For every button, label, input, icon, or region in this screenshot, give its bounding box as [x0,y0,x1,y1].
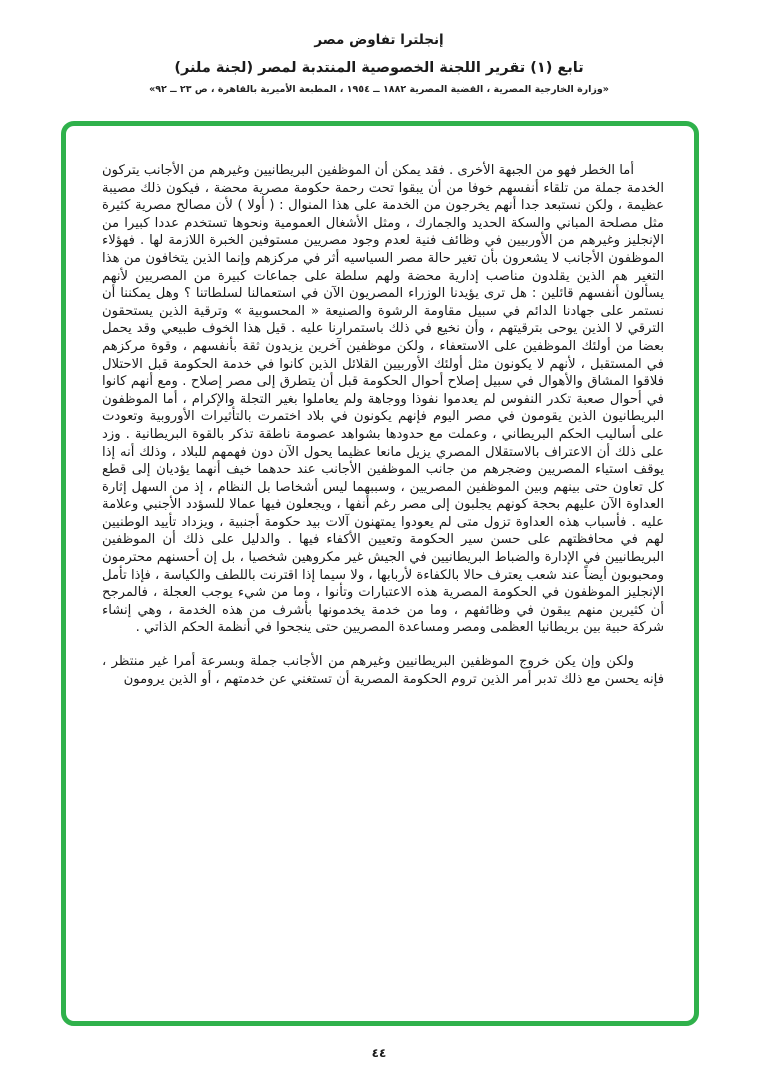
document-title: إنجلترا تفاوض مصر [314,32,444,48]
page-header [0,0,758,95]
document-text-area [66,126,694,722]
body-paragraph-2: ولكن وإن يكن خروج الموظفين البريطانيين وغيرهم من الأجانب جملة وبسرعة أمرا غير منتظر ، فإنه يحسن مع ذلك تدبر أمر الذين تروم الحكومة المصرية أن تستغني عن خدمتهم ، أو الذين يرومون [102,654,664,687]
body-paragraph-1: أما الخطر فهو من الجبهة الأخرى . فقد يمكن أن الموظفين البريطانيين وغيرهم من الأجانب يتركون الخدمة جملة من تلقاء أنفسهم خوفا من أن يبقوا تحت رحمة حكومة مصرية محضة ، فيكون ذلك مصيبة عظيمة ، ولكن نستبعد جدا أنهم يخرجون من الخدمة على هذا المنوال : ( أولا ) لأن مصالح مصرية كثيرة مثل مصلحة المباني والسكة الحديد والجمارك ، ومثل الأشغال العمومية ونحوها تستخدم عددا كبيرا من الإنجليز وغيرهم من الأوربيين في وظائف فنية لعدم وجود مصريين مستوفين الخبرة اللازمة لها . فهؤلاء الموظفون الأجانب لا يشعرون بأن تغير حالة مصر السياسيه أثر في مركزهم وإنما الذين يتخافون من هذا التغير هم الذين يقلدون مناصب إدارية محضة ولهم سلطة على جماعات كبيرة من المصريين لأنهم يسألون أنفسهم قائلين : هل ترى يؤيدنا الوزراء المصريون الآن في استعمالنا لسلطاتنا ؟ وهل يمكننا أن نستمر على جهادنا الدائم في سبيل مقاومة الرشوة والصنيعة « المحسوبية » وترقية الذين يستحقون الترقي لا الذين يوحى بترقيتهم ، وأن نخيع في ذلك باستمرارنا عليه . قيل هذا الخوف طبيعي وقد يحمل بعضا من أولئك الموظفين على الاستعفاء ، ولكن موظفين آخرين يزيدون ثقة بأنفسهم ، وقوة مركزهم في المستقبل ، لأنهم لا يكونون مثل أولئك الأوربيين القلائل الذين كانوا في خدمة الحكومة قبل الاحتلال فلاقوا المشاق والأهوال في سبيل إصلاح أحوال الحكومة قبل أن يتطرق إلى مصر إصلاح . ومع أنهم كانوا في أحوال صعبة تكدر النفوس لم يعدموا نفوذا ووجاهة ولم يعاملوا بغير التجلة والإكرام ، أما الموظفون البريطانيون الذين يقومون في مصر اليوم فإنهم يكونون في بلاد اختمرت بالتأثيرات الأوروبية وتعودت على أساليب الحكم البريطاني ، وعملت مع حدودها بشواهد عصومة ناطقة تذكر بالقوة البريطانية . وزد على ذلك أن الاعتراف بالاستقلال المصري يزيل مانعا عظيما يحول الآن دون فهمهم للبلاد ، وذلك أنه إذا يوقف استياء المصريين وضجرهم من جانب الموظفين الأجانب عند حدهما خيف أنهما يؤديان إلى قطع كل تعاون حتى بينهم وبين الموظفين المصريين ، وسببهما ليس أشخاصا بل النظام ، إذ من السهل إثارة العداوة الآن عليهم بحجة كونهم يجلبون إلى مصر رغم أنفها ، ويجعلون فيها عمالا للسؤدد الأجنبي وعلامة عليه . فأسباب هذه العداوة تزول متى لم يعودوا يمتهنون آلات بيد حكومة أجنبية ، ويزداد تأييد الوطنيين لهم في محافظتهم على حسن سير الحكومة وتعيين الأكفاء فيها . والدليل على ذلك أن الموظفين البريطانيين في الإدارة والضباط البريطانيين في الجيش غير مكروهين شخصيا ، بل إن أحسنهم محترمون ومحبوبون أيضاً عند شعب يعترف حالا بالكفاءة لأربابها ، ولا سيما إذا اقترنت باللطف والكياسة ، فإذا تأمل الإنجليز الموظفون في الحكومة المصرية هذه الاعتبارات وتأنوا ، وما من شيء يوجب العجلة ، فالمرجح أن كثيرين منهم يبقون في وظائفهم ، وما من خدمة يخدمونها بأشرف من هذه الخدمة ، وهي إنشاء شركة حبية بين بريطانيا العظمى ومصر ومساعدة المصريين حتى ينجحوا في أنظمة الحكم الذاتي . [102,163,664,636]
document-subtitle: تابع (١) تقرير اللجنة الخصوصية المنتدبة لمصر (لجنة ملنر) [174,60,584,76]
page-number: ٤٤ [371,1046,387,1060]
source-citation: «وزارة الخارجية المصرية ، القضية المصرية ١٨٨٢ ــ ١٩٥٤ ، المطبعة الأميرية بالقاهرة ، ص ٢٣ ــ ٩٢» [149,84,609,95]
content-border-box [61,121,699,1026]
